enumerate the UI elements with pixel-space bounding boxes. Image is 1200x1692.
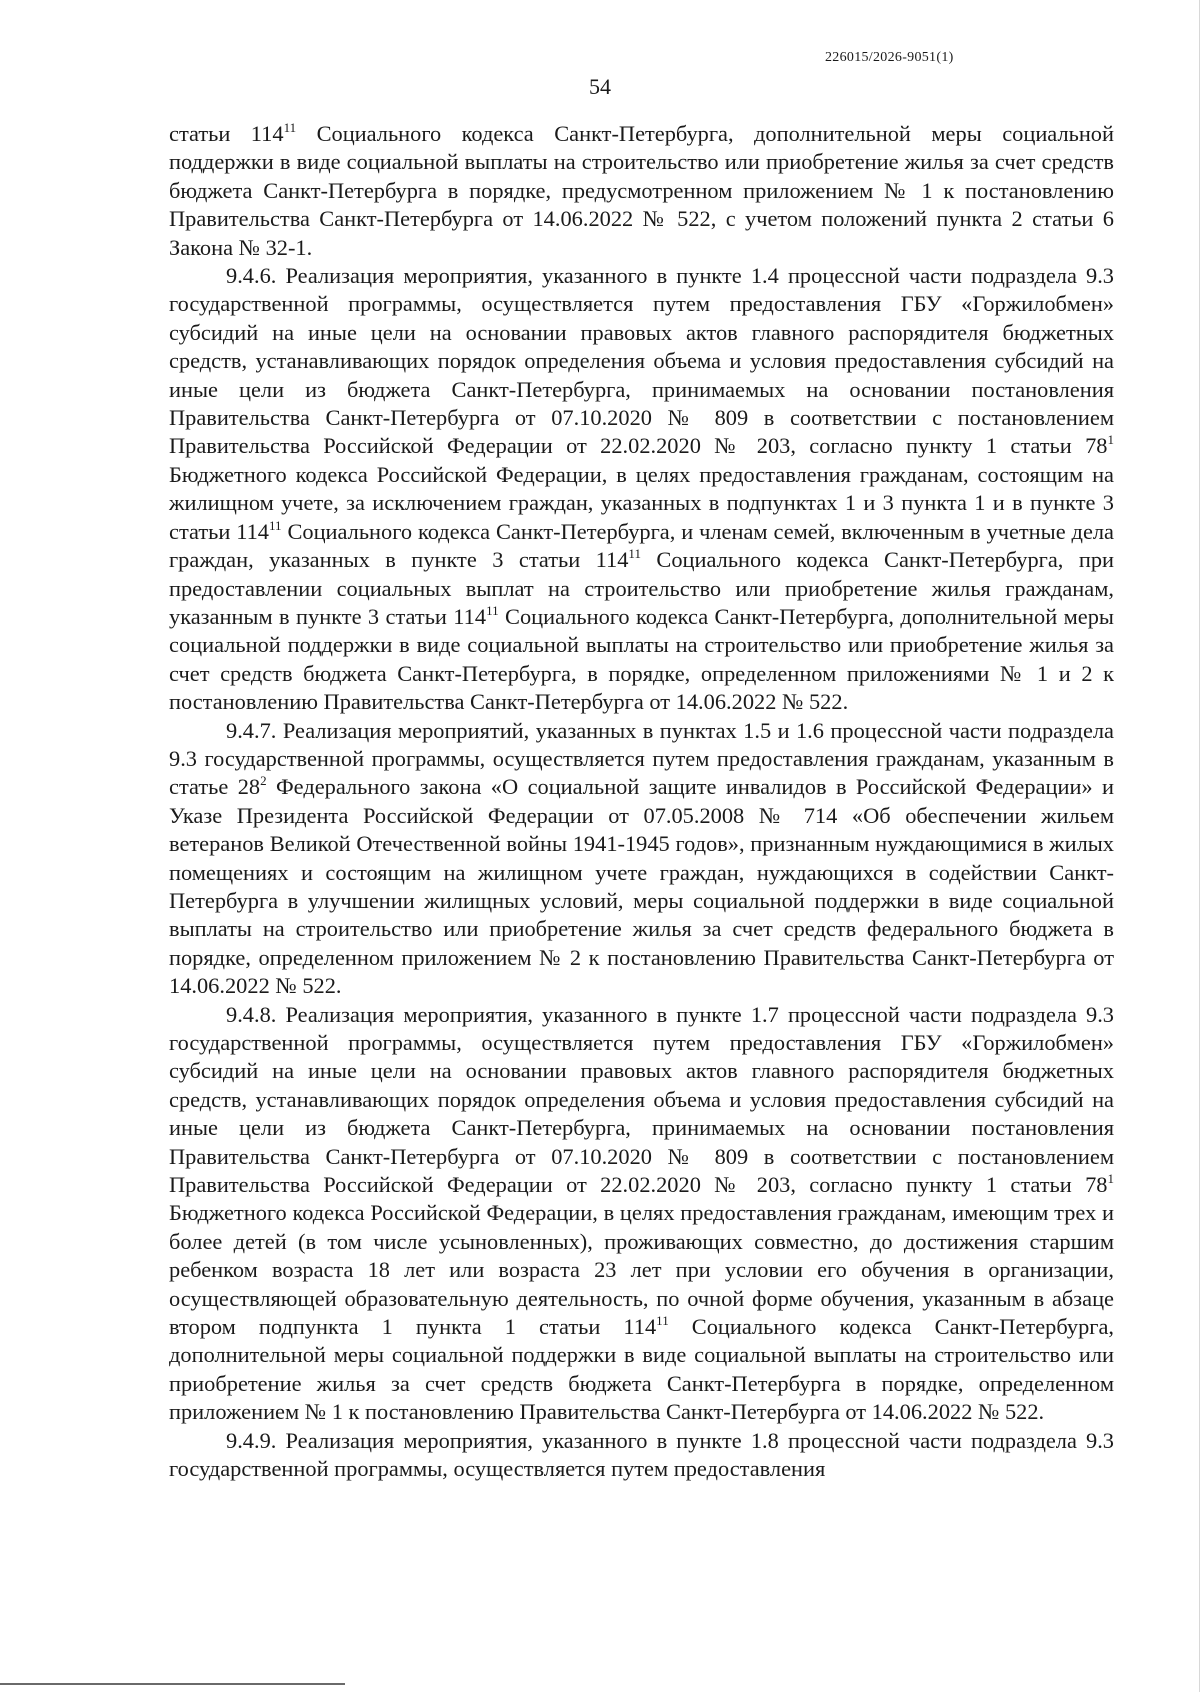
paragraph-text: Социального кодекса Санкт-Петербурга, при предоставлении социальных выплат на строительство или приобретение жилья гражданам, указанным в пункте 3 статьи 114 — [169, 547, 1114, 629]
paragraph-9-4-6 — [169, 262, 1114, 717]
paragraph-number: 9.4.7. — [226, 717, 277, 743]
paragraph-text: Социального кодекса Санкт-Петербурга, дополнительной меры социальной поддержки в виде социальной выплаты на строительство или приобретение жилья за счет средств бюджета Санкт-Петербурга в порядке, предусмотренном приложением № 1 к постановлению Правительства Санкт-Петербурга от 14.06.2022 № 522, с учетом положений пункта 2 статьи 6 Закона № 32-1. — [169, 121, 1114, 260]
superscript: 11 — [283, 120, 297, 135]
paragraph-text: Реализация мероприятия, указанного в пункте 1.4 процессной части подраздела 9.3 государственной программы, осуществляется путем предоставления ГБУ «Горжилобмен» субсидий на иные цели на основании правовых актов главного распорядителя бюджетных средств, устанавливающих порядок определения объема и условия предоставления субсидий на иные цели из бюджета Санкт-Петербурга, принимаемых на основании постановления Правительства Санкт-Петербурга от 07.10.2020 № 809 в соответствии с постановлением Правительства Российской Федерации от 22.02.2020 № 203, согласно пункту 1 статьи 78 — [169, 263, 1114, 459]
superscript: 11 — [628, 546, 641, 562]
paragraph-9-4-8 — [169, 1001, 1114, 1427]
scan-edge-line — [0, 1683, 345, 1685]
paragraph-number: 9.4.9. — [226, 1427, 277, 1453]
superscript: 1 — [1107, 432, 1114, 448]
paragraph-text: Социального кодекса Санкт-Петербурга, дополнительной меры социальной поддержки в виде социальной выплаты на строительство или приобретение жилья за счет средств бюджета Санкт-Петербурга, в порядке, определенном приложениями № 1 и 2 к постановлению Правительства Санкт-Петербурга от 14.06.2022 № 522. — [169, 603, 1114, 715]
paragraph-text: Реализация мероприятия, указанного в пункте 1.7 процессной части подраздела 9.3 государственной программы, осуществляется путем предоставления ГБУ «Горжилобмен» субсидий на иные цели на основании правовых актов главного распорядителя бюджетных средств, устанавливающих порядок определения объема и условия предоставления субсидий на иные цели из бюджета Санкт-Петербурга, принимаемых на основании постановления Правительства Санкт-Петербурга от 07.10.2020 № 809 в соответствии с постановлением Правительства Российской Федерации от 22.02.2020 № 203, согласно пункту 1 статьи 78 — [169, 1001, 1114, 1198]
paragraph-text: Социального кодекса Санкт-Петербурга, дополнительной меры социальной поддержки в виде социальной выплаты на строительство или приобретение жилья за счет средств бюджета Санкт-Петербурга в порядке, определенном приложением № 1 к постановлению Правительства Санкт-Петербурга от 14.06.2022 № 522. — [169, 1314, 1114, 1425]
superscript: 2 — [260, 773, 267, 789]
paragraph-number: 9.4.6. — [226, 263, 277, 289]
superscript: 11 — [486, 602, 499, 618]
page-number: 54 — [589, 74, 611, 99]
paragraph-continuation — [169, 120, 1114, 262]
paragraph-text: Реализация мероприятия, указанного в пункте 1.8 процессной части подраздела 9.3 государственной программы, осуществляется путем предоставления — [169, 1427, 1114, 1482]
paragraph-text: Федерального закона «О социальной защите инвалидов в Российской Федерации» и Указе Президента Российской Федерации от 07.05.2008 № 714 «Об обеспечении жильем ветеранов Великой Отечественной войны 1941-1945 годов», признанным нуждающимися в жилых помещениях и состоящим на жилищном учете граждан, нуждающихся в содействии Санкт-Петербурга в улучшении жилищных условий, меры социальной поддержки в виде социальной выплаты на строительство или приобретение жилья за счет средств федерального бюджета в порядке, определенном приложением № 2 к постановлению Правительства Санкт-Петербурга от 14.06.2022 № 522. — [169, 774, 1115, 999]
superscript: 11 — [269, 517, 282, 533]
paragraph-9-4-9 — [169, 1427, 1114, 1484]
document-registration-number: 226015/2026-9051(1) — [825, 50, 954, 65]
paragraph-text: Реализация мероприятий, указанных в пунктах 1.5 и 1.6 процессной части подраздела 9.3 государственной программы, осуществляется путем предоставления гражданам, указанным в статье 28 — [169, 717, 1114, 800]
paragraph-text: статьи 114 — [169, 121, 284, 146]
paragraph-number: 9.4.8. — [226, 1001, 277, 1027]
superscript: 1 — [1107, 1171, 1114, 1187]
paragraph-text: Бюджетного кодекса Российской Федерации, в целях предоставления гражданам, имеющим трех и более детей (в том числе усыновленных), проживающих совместно, до достижения старшим ребенком возраста 18 лет или возраста 23 лет при условии его обучения в организации, осуществляющей образовательную деятельность, по очной форме обучения, указанным в абзаце втором подпункта 1 пункта 1 статьи 114 — [169, 1200, 1114, 1340]
paragraph-text: Социального кодекса Санкт-Петербурга, и членам семей, включенным в учетные дела граждан, указанных в пункте 3 статьи 114 — [169, 518, 1114, 573]
paragraph-9-4-7 — [169, 717, 1114, 1001]
document-body — [169, 120, 1114, 1484]
paragraph-text: Бюджетного кодекса Российской Федерации, в целях предоставления гражданам, состоящим на жилищном учете, за исключением граждан, указанных в подпунктах 1 и 3 пункта 1 и в пункте 3 статьи 114 — [169, 461, 1114, 544]
superscript: 11 — [656, 1313, 669, 1329]
